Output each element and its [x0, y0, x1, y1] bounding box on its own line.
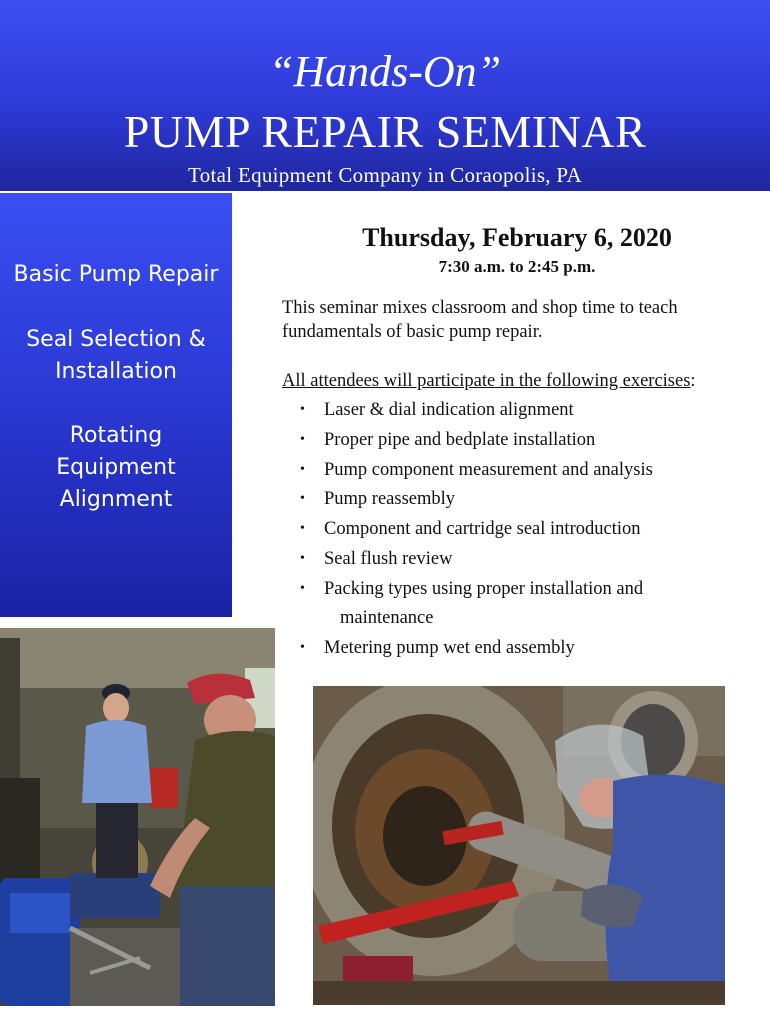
list-item-text: Pump reassembly [324, 489, 456, 510]
list-item [298, 428, 738, 452]
seminar-date: Thursday, February 6, 2020 [362, 223, 672, 252]
bullet-icon: • [300, 461, 305, 477]
topic-seal-selection-line2: Installation [55, 359, 177, 384]
list-item [298, 577, 738, 630]
header-banner [0, 0, 770, 191]
bullet-icon: • [300, 580, 305, 596]
page-title: PUMP REPAIR SEMINAR [123, 106, 647, 157]
seminar-time: 7:30 a.m. to 2:45 p.m. [438, 257, 596, 276]
bullet-icon: • [300, 402, 305, 417]
list-item-text: Proper pipe and bedplate installation [324, 429, 596, 450]
bullet-icon: • [300, 639, 305, 655]
topic-rotating-line3: Alignment [59, 487, 173, 512]
exercises-list [298, 398, 738, 665]
bullet-icon: • [300, 521, 305, 537]
list-item-text: Laser & dial indication alignment [324, 400, 574, 420]
header-tagline: “Hands-On” [268, 47, 502, 96]
list-item-text: Pump component measurement and analysis [324, 459, 653, 480]
topic-rotating-line1: Rotating [69, 423, 163, 448]
exercises-heading-text: All attendees will participate in the following exercises [282, 371, 691, 391]
intro-line: This seminar mixes classroom and shop time to teach [282, 298, 678, 318]
topic-rotating-line2: Equipment [56, 455, 176, 480]
list-item [298, 517, 738, 541]
workshop-photo-instructors [0, 628, 275, 1006]
exercises-heading [282, 369, 752, 393]
list-item [298, 636, 738, 660]
list-item-text: Seal flush review [324, 548, 453, 569]
list-item-continuation: maintenance [340, 607, 434, 628]
intro-line: fundamentals of basic pump repair. [282, 322, 543, 342]
topic-seal-selection-line1: Seal Selection & [26, 327, 206, 352]
bullet-icon: • [300, 550, 305, 566]
topic-basic-pump-repair: Basic Pump Repair [13, 262, 219, 287]
list-item [298, 458, 738, 482]
list-item [298, 547, 738, 571]
list-item-text: Packing types using proper installation and [324, 578, 644, 599]
bullet-icon: • [300, 491, 305, 507]
list-item-text: Component and cartridge seal introduction [324, 519, 641, 540]
exercises-heading-colon: : [690, 371, 696, 391]
bullet-icon: • [300, 431, 305, 447]
intro-paragraph [282, 296, 752, 344]
list-item [298, 398, 738, 422]
workshop-photo-impeller [313, 686, 725, 1005]
list-item [298, 487, 738, 511]
header-subtitle: Total Equipment Company in Coraopolis, PA [188, 163, 582, 187]
topics-sidebar [0, 193, 232, 617]
list-item-text: Metering pump wet end assembly [324, 637, 575, 658]
